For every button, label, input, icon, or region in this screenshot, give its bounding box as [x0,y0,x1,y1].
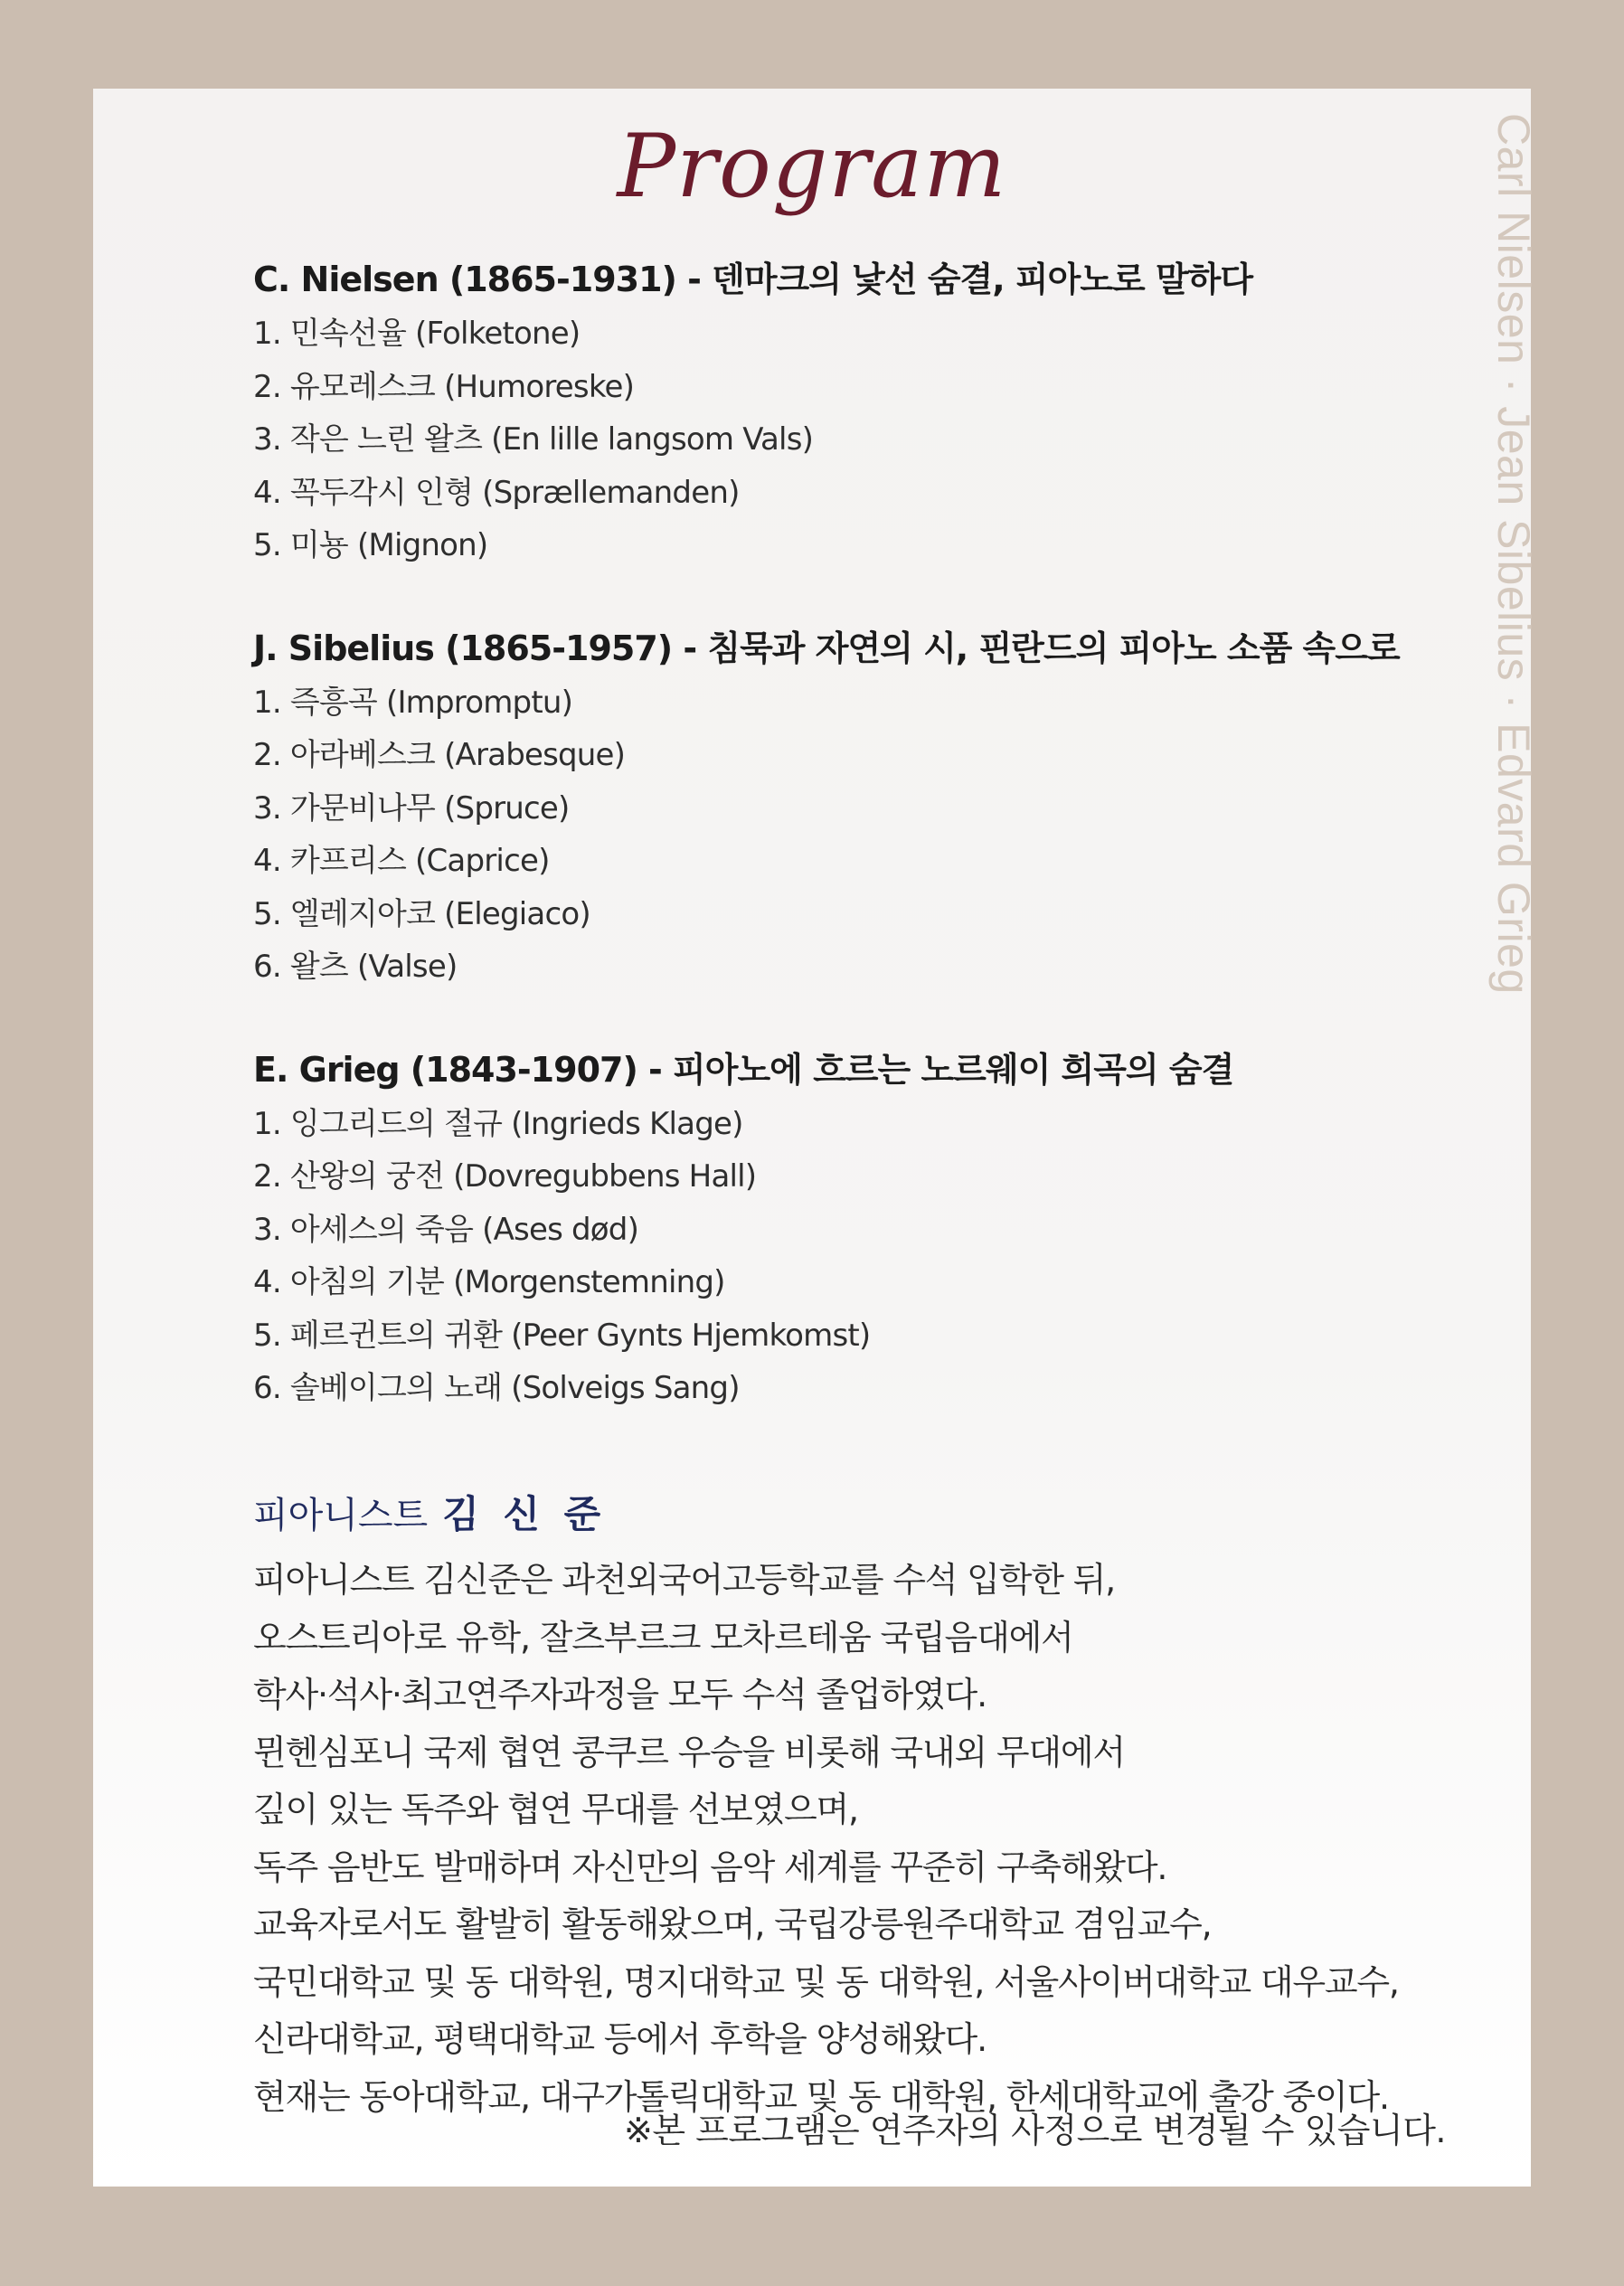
piece-item: 4. 카프리스 (Caprice) [253,843,550,879]
piece-item: 6. 왈츠 (Valse) [253,949,458,985]
piece-item: 2. 아라베스크 (Arabesque) [253,737,626,773]
section-grieg [253,1042,1465,1415]
pianist-bio [253,1552,1465,2126]
section-sibelius [253,620,1465,994]
composer-heading: C. Nielsen (1865-1931) - 덴마크의 낯선 숨결, 피아노로 말하다 [253,260,1253,299]
composer-heading: J. Sibelius (1865-1957) - 침묵과 자연의 시, 핀란드의 피아노 소품 속으로 [253,628,1400,668]
bio-line: 현재는 동아대학교, 대구가톨릭대학교 및 동 대학원, 한세대학교에 출강 중이다. [253,2076,1389,2117]
bio-line: 피아니스트 김신준은 과천외국어고등학교를 수석 입학한 뒤, [253,1560,1115,1600]
piece-item: 5. 페르귄트의 귀환 (Peer Gynts Hjemkomst) [253,1317,871,1354]
pianist-heading [253,1483,606,1546]
pianist-label: 피아니스트 [253,1495,429,1536]
bio-line: 신라대학교, 평택대학교 등에서 후학을 양성해왔다. [253,2019,987,2059]
change-notice: ※본 프로그램은 연주자의 사정으로 변경될 수 있습니다. [624,2111,1446,2150]
piece-item: 4. 아침의 기분 (Morgenstemning) [253,1264,725,1300]
piece-item: 5. 엘레지아코 (Elegiaco) [253,895,590,932]
piece-item: 5. 미뇽 (Mignon) [253,527,488,563]
piece-item: 1. 즉흥곡 (Impromptu) [253,684,573,721]
bio-line: 오스트리아로 유학, 잘츠부르크 모차르테움 국립음대에서 [253,1617,1073,1658]
bio-line: 독주 음반도 발매하며 자신만의 음악 세계를 꾸준히 구축해왔다. [253,1847,1167,1887]
piece-item: 1. 잉그리드의 절규 (Ingrieds Klage) [253,1105,743,1142]
program-list [253,251,1465,1463]
program-title: Program [617,116,1007,217]
bio-line: 교육자로서도 활발히 활동해왔으며, 국립강릉원주대학교 겸임교수, [253,1904,1212,1944]
bio-line: 뮌헨심포니 국제 협연 콩쿠르 우승을 비롯해 국내외 무대에서 [253,1732,1125,1772]
composers-side-label: Carl Nielsen · Jean Sibelius · Edvard Grieg [1488,113,1539,995]
composer-heading: E. Grieg (1843-1907) - 피아노에 흐르는 노르웨이 희곡의 숨결 [253,1049,1234,1090]
piece-item: 4. 꼭두각시 인형 (Sprællemanden) [253,474,740,511]
section-nielsen [253,251,1465,572]
piece-item: 2. 유모레스크 (Humoreske) [253,368,635,405]
piece-item: 1. 민속선율 (Folketone) [253,316,581,352]
bio-line: 국민대학교 및 동 대학원, 명지대학교 및 동 대학원, 서울사이버대학교 대우교수, [253,1961,1399,2002]
piece-item: 3. 아세스의 죽음 (Ases død) [253,1211,639,1248]
piece-item: 6. 솔베이그의 노래 (Solveigs Sang) [253,1370,740,1406]
piece-item: 3. 작은 느린 왈츠 (En lille langsom Vals) [253,421,814,458]
bio-line: 깊이 있는 독주와 협연 무대를 선보였으며, [253,1790,858,1829]
pianist-name: 김 신 준 [442,1492,607,1536]
piece-item: 3. 가문비나무 (Spruce) [253,789,570,827]
bio-line: 학사·석사·최고연주자과정을 모두 수석 졸업하였다. [253,1675,987,1714]
piece-item: 2. 산왕의 궁전 (Dovregubbens Hall) [253,1158,757,1195]
